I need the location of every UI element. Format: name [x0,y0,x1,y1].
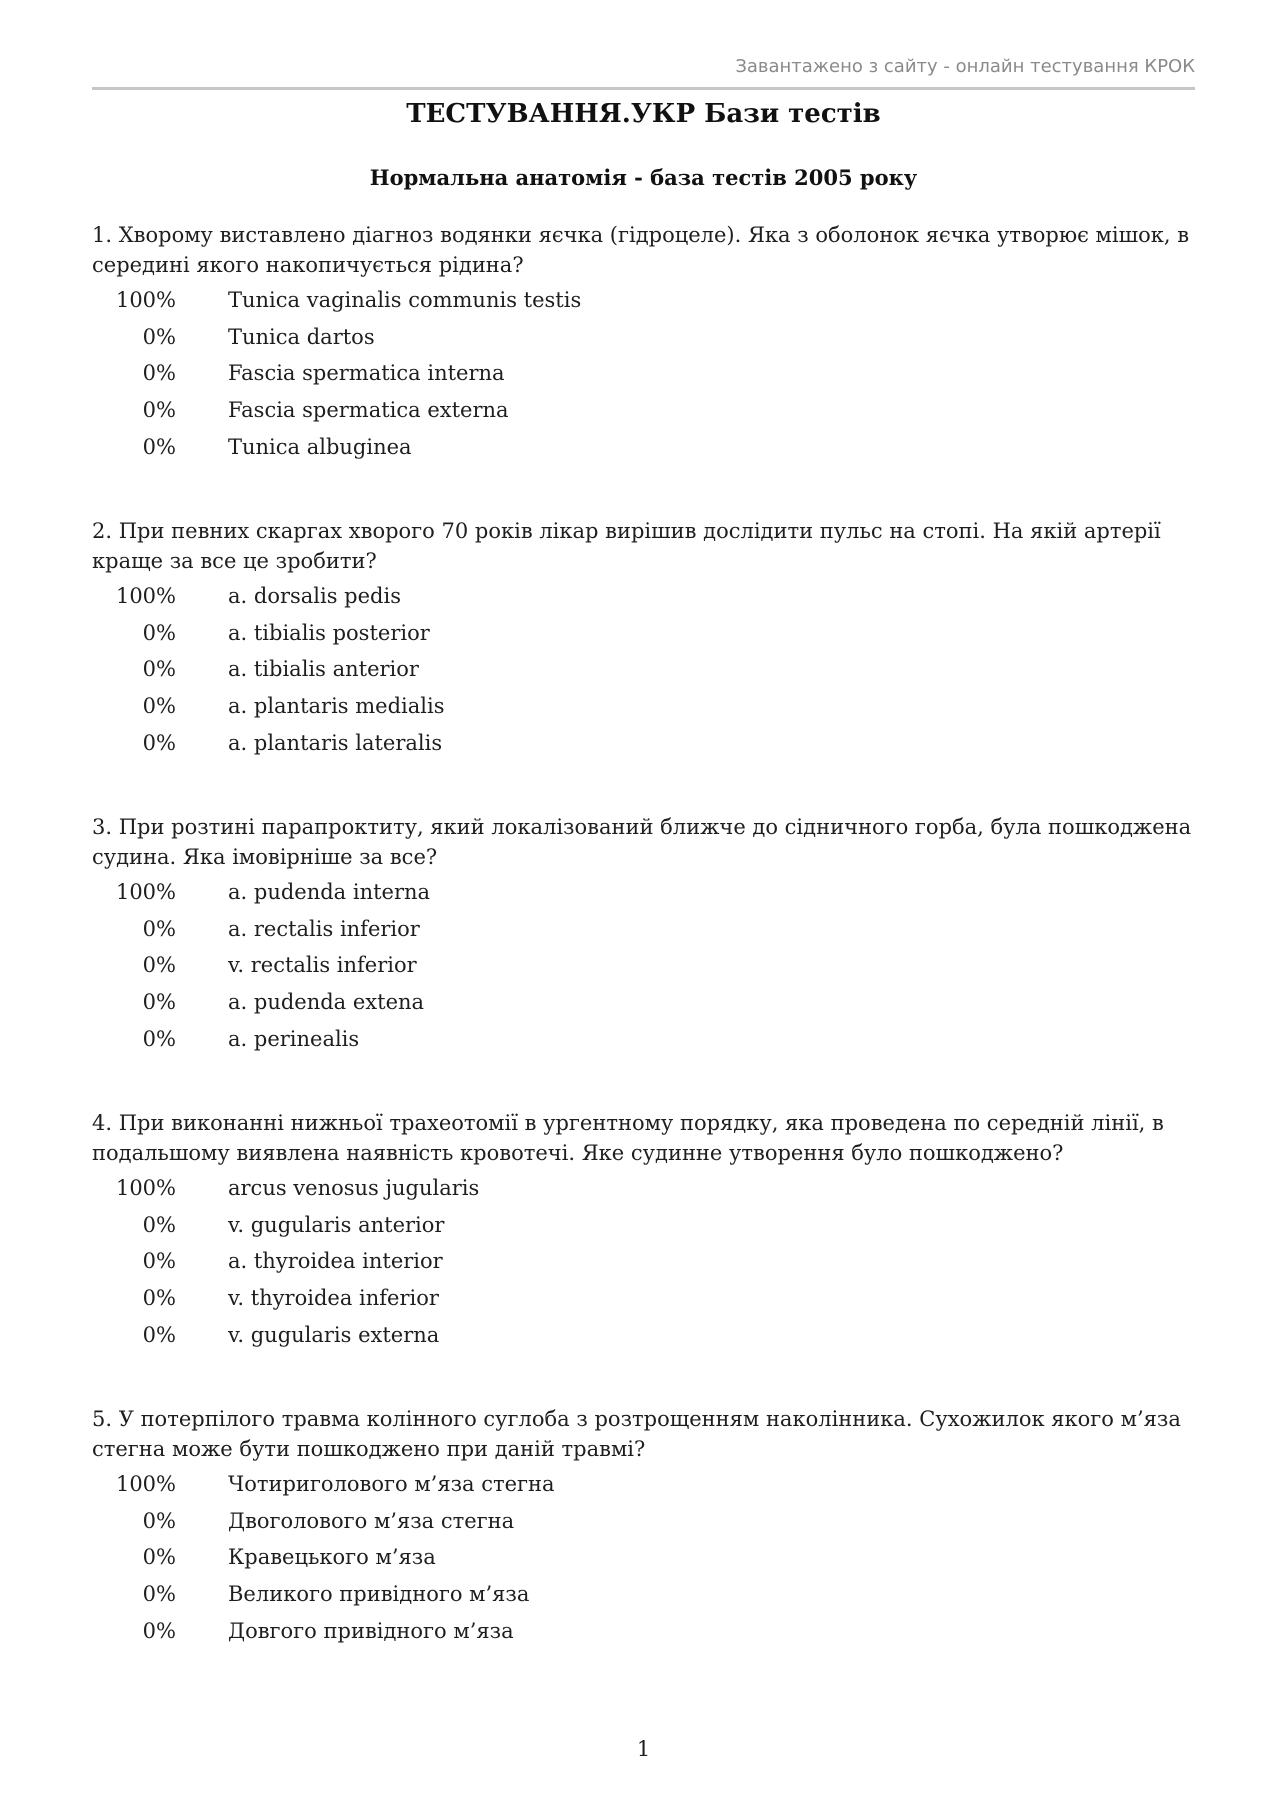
question-1 [92,220,1195,465]
answer-percent: 0% [142,916,176,941]
document-subtitle: Нормальна анатомія - база тестів 2005 року [369,165,918,190]
answer-text: Двоголового м’яза стегна [228,1508,515,1533]
answer-percent: 0% [142,361,176,386]
answer-option [92,355,1195,392]
answer-percent: 0% [142,1582,176,1607]
answer-percent: 100% [115,1472,176,1497]
answer-text: a. pudenda extena [228,990,425,1015]
answer-percent: 0% [142,1212,176,1237]
answer-option [92,947,1195,984]
answer-text: a. plantaris medialis [228,694,445,719]
answer-option [92,392,1195,429]
running-header: Завантажено з сайту - онлайн тестування КРОК [735,56,1195,77]
question-5 [92,1404,1195,1649]
answer-text: a. thyroidea interior [228,1249,443,1274]
answer-percent: 100% [115,880,176,905]
answer-text: Кравецького м’яза [228,1545,436,1570]
answer-percent: 0% [142,953,176,978]
answer-text: Fascia spermatica interna [228,361,505,386]
answer-option [92,1466,1195,1503]
answer-percent: 100% [115,288,176,313]
question-4 [92,1108,1195,1353]
answer-option [92,724,1195,761]
question-text: 4. При виконанні нижньої трахеотомії в ургентному порядку, яка проведена по середній лінії, в подальшому виявлена наявність кровотечі. Яке судинне утворення було пошкоджено? [92,1111,1164,1165]
answer-text: Tunica dartos [228,324,375,349]
answer-list [92,1170,1195,1353]
answer-list [92,874,1195,1057]
document-title: ТЕСТУВАННЯ.УКР Бази тестів [406,99,881,129]
answer-text: arcus venosus jugularis [228,1176,480,1201]
answer-text: Tunica albuginea [228,434,412,459]
answer-option [92,1280,1195,1317]
answer-option [92,1170,1195,1207]
answer-option [92,1612,1195,1649]
answer-text: v. gugularis anterior [228,1212,445,1237]
answer-option [92,1539,1195,1576]
question-2 [92,516,1195,761]
answer-option [92,1207,1195,1244]
answer-text: a. tibialis anterior [228,657,419,682]
answer-text: a. dorsalis pedis [228,584,401,609]
answer-option [92,1243,1195,1280]
answer-option [92,428,1195,465]
answer-option [92,1576,1195,1613]
answer-list [92,578,1195,761]
answer-percent: 0% [142,1286,176,1311]
answer-option [92,1503,1195,1540]
answer-percent: 0% [142,398,176,423]
header-divider [92,87,1195,90]
answer-text: a. rectalis inferior [228,916,420,941]
answer-option [92,911,1195,948]
answer-list [92,282,1195,465]
question-text: 2. При певних скаргах хворого 70 років лікар вирішив дослідити пульс на стопі. На якій артерії краще за все це зробити? [92,519,1161,573]
answer-option [92,874,1195,911]
answer-option [92,578,1195,615]
answer-text: Fascia spermatica externa [228,398,509,423]
answer-percent: 0% [142,694,176,719]
answer-text: Великого привідного м’яза [228,1582,530,1607]
question-3 [92,812,1195,1057]
answer-percent: 0% [142,434,176,459]
answer-option [92,651,1195,688]
answer-percent: 0% [142,1545,176,1570]
answer-text: Tunica vaginalis communis testis [228,288,582,313]
answer-text: Чотириголового м’яза стегна [228,1472,555,1497]
answer-percent: 0% [142,1249,176,1274]
answer-option [92,319,1195,356]
answer-percent: 0% [142,1618,176,1643]
answer-list [92,1466,1195,1649]
answer-text: Довгого привідного м’яза [228,1618,514,1643]
answer-percent: 100% [115,1176,176,1201]
answer-percent: 0% [142,1322,176,1347]
answer-percent: 0% [142,1026,176,1051]
answer-percent: 0% [142,324,176,349]
answer-option [92,1316,1195,1353]
answer-percent: 100% [115,584,176,609]
answer-text: a. plantaris lateralis [228,730,443,755]
answer-text: a. tibialis posterior [228,620,430,645]
answer-text: v. rectalis inferior [228,953,417,978]
answer-text: v. gugularis externa [228,1322,440,1347]
answer-option [92,1020,1195,1057]
question-text: 1. Хворому виставлено діагноз водянки яєчка (гідроцеле). Яка з оболонок яєчка утворює мішок, в середині якого накопичується рідина? [92,223,1190,277]
page-number: 1 [636,1737,651,1761]
answer-percent: 0% [142,990,176,1015]
question-text: 3. При розтині парапроктиту, який локалізований ближче до сідничного горба, була пошкоджена судина. Яка імовірніше за все? [92,815,1192,869]
answer-percent: 0% [142,620,176,645]
answer-option [92,984,1195,1021]
answer-text: a. perinealis [228,1026,360,1051]
answer-percent: 0% [142,1508,176,1533]
answer-text: v. thyroidea inferior [228,1286,439,1311]
question-text: 5. У потерпілого травма колінного суглоба з розтрощенням наколінника. Сухожилок якого м’яза стегна може бути пошкоджено при даній травмі? [92,1407,1181,1461]
answer-option [92,615,1195,652]
answer-percent: 0% [142,730,176,755]
answer-percent: 0% [142,657,176,682]
answer-text: a. pudenda interna [228,880,431,905]
answer-option [92,282,1195,319]
answer-option [92,688,1195,725]
